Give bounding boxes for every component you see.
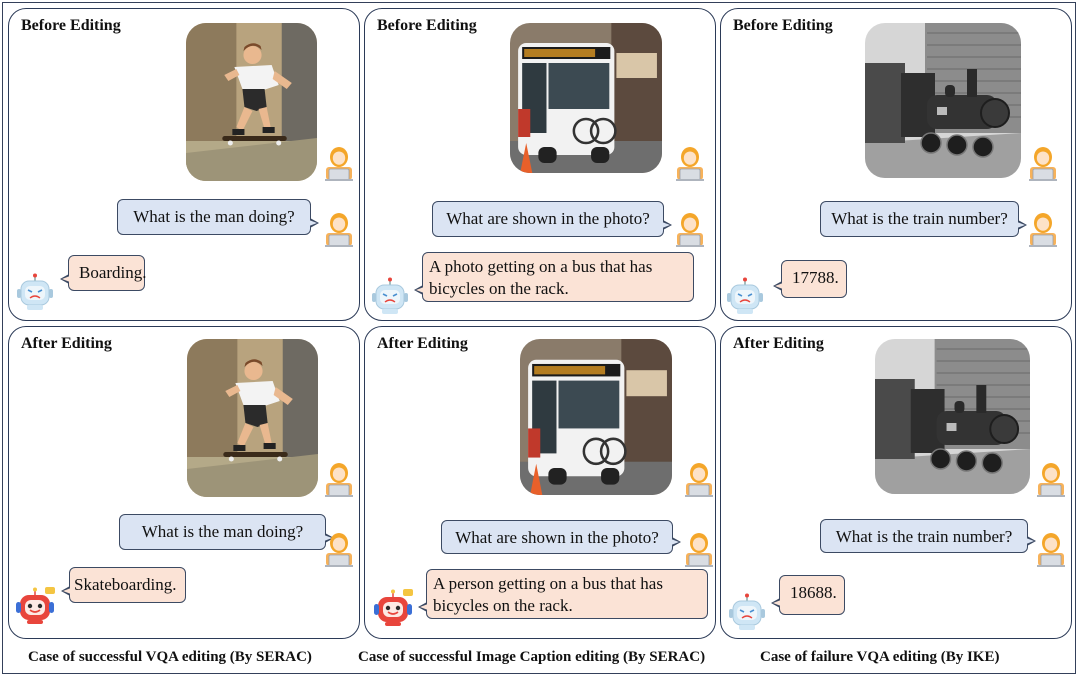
skateboarder-photo (186, 23, 317, 181)
train-photo (865, 23, 1021, 178)
answer-text: 17788. (792, 268, 839, 287)
question-text: What is the man doing? (133, 207, 295, 226)
sad-robot-icon (15, 273, 55, 311)
panel-heading: Before Editing (733, 17, 833, 34)
panel-caption-after (364, 326, 716, 639)
happy-robot-icon (15, 587, 55, 625)
train-photo (875, 339, 1030, 494)
answer-text: A photo getting on a bus that has bicycles on the rack. (429, 257, 653, 298)
user-avatar-icon (682, 531, 716, 567)
question-bubble (820, 201, 1019, 237)
panel-heading: After Editing (733, 335, 824, 352)
answer-text: Boarding. (79, 263, 147, 282)
user-avatar-icon (1026, 145, 1060, 181)
user-avatar-icon (322, 461, 356, 497)
caption-image-caption-success: Case of successful Image Caption editing (By SERAC) (358, 649, 706, 665)
question-text: What are shown in the photo? (455, 528, 659, 547)
question-text: What is the train number? (831, 209, 1008, 228)
answer-bubble (69, 567, 186, 603)
panel-heading: After Editing (21, 335, 112, 352)
panel-vqa-failure-before (720, 8, 1072, 321)
answer-text: Skateboarding. (74, 575, 177, 594)
question-text: What are shown in the photo? (446, 209, 650, 228)
user-avatar-icon (322, 211, 356, 247)
question-text: What is the train number? (835, 527, 1013, 546)
answer-text: A person getting on a bus that has bicycles on the rack. (433, 574, 663, 615)
panel-vqa-before (8, 8, 360, 321)
panel-caption-before (364, 8, 716, 321)
user-avatar-icon (322, 531, 356, 567)
answer-bubble (422, 252, 694, 302)
answer-bubble (781, 260, 847, 298)
user-avatar-icon (322, 145, 356, 181)
user-avatar-icon (1026, 211, 1060, 247)
sad-robot-icon (370, 277, 410, 315)
caption-vqa-success: Case of successful VQA editing (By SERAC) (28, 649, 312, 665)
caption-vqa-failure: Case of failure VQA editing (By IKE) (760, 649, 1000, 665)
panel-vqa-failure-after (720, 326, 1072, 639)
question-bubble (432, 201, 664, 237)
question-bubble (820, 519, 1028, 553)
user-avatar-icon (1034, 531, 1068, 567)
user-avatar-icon (673, 145, 707, 181)
user-avatar-icon (1034, 461, 1068, 497)
question-bubble (119, 514, 326, 550)
question-bubble (117, 199, 311, 235)
question-bubble (441, 520, 673, 554)
panel-vqa-after (8, 326, 360, 639)
user-avatar-icon (673, 211, 707, 247)
answer-bubble (779, 575, 845, 615)
answer-bubble (68, 255, 145, 291)
question-text: What is the man doing? (141, 522, 304, 541)
panel-heading: Before Editing (377, 17, 477, 34)
bus-photo (510, 23, 662, 173)
happy-robot-icon (373, 589, 413, 627)
user-avatar-icon (682, 461, 716, 497)
answer-bubble (426, 569, 708, 619)
panel-heading: Before Editing (21, 17, 121, 34)
bus-photo (520, 339, 672, 495)
skateboarder-photo (187, 339, 318, 497)
panel-heading: After Editing (377, 335, 468, 352)
sad-robot-icon (727, 593, 767, 631)
answer-text: 18688. (790, 583, 837, 602)
sad-robot-icon (725, 277, 765, 315)
